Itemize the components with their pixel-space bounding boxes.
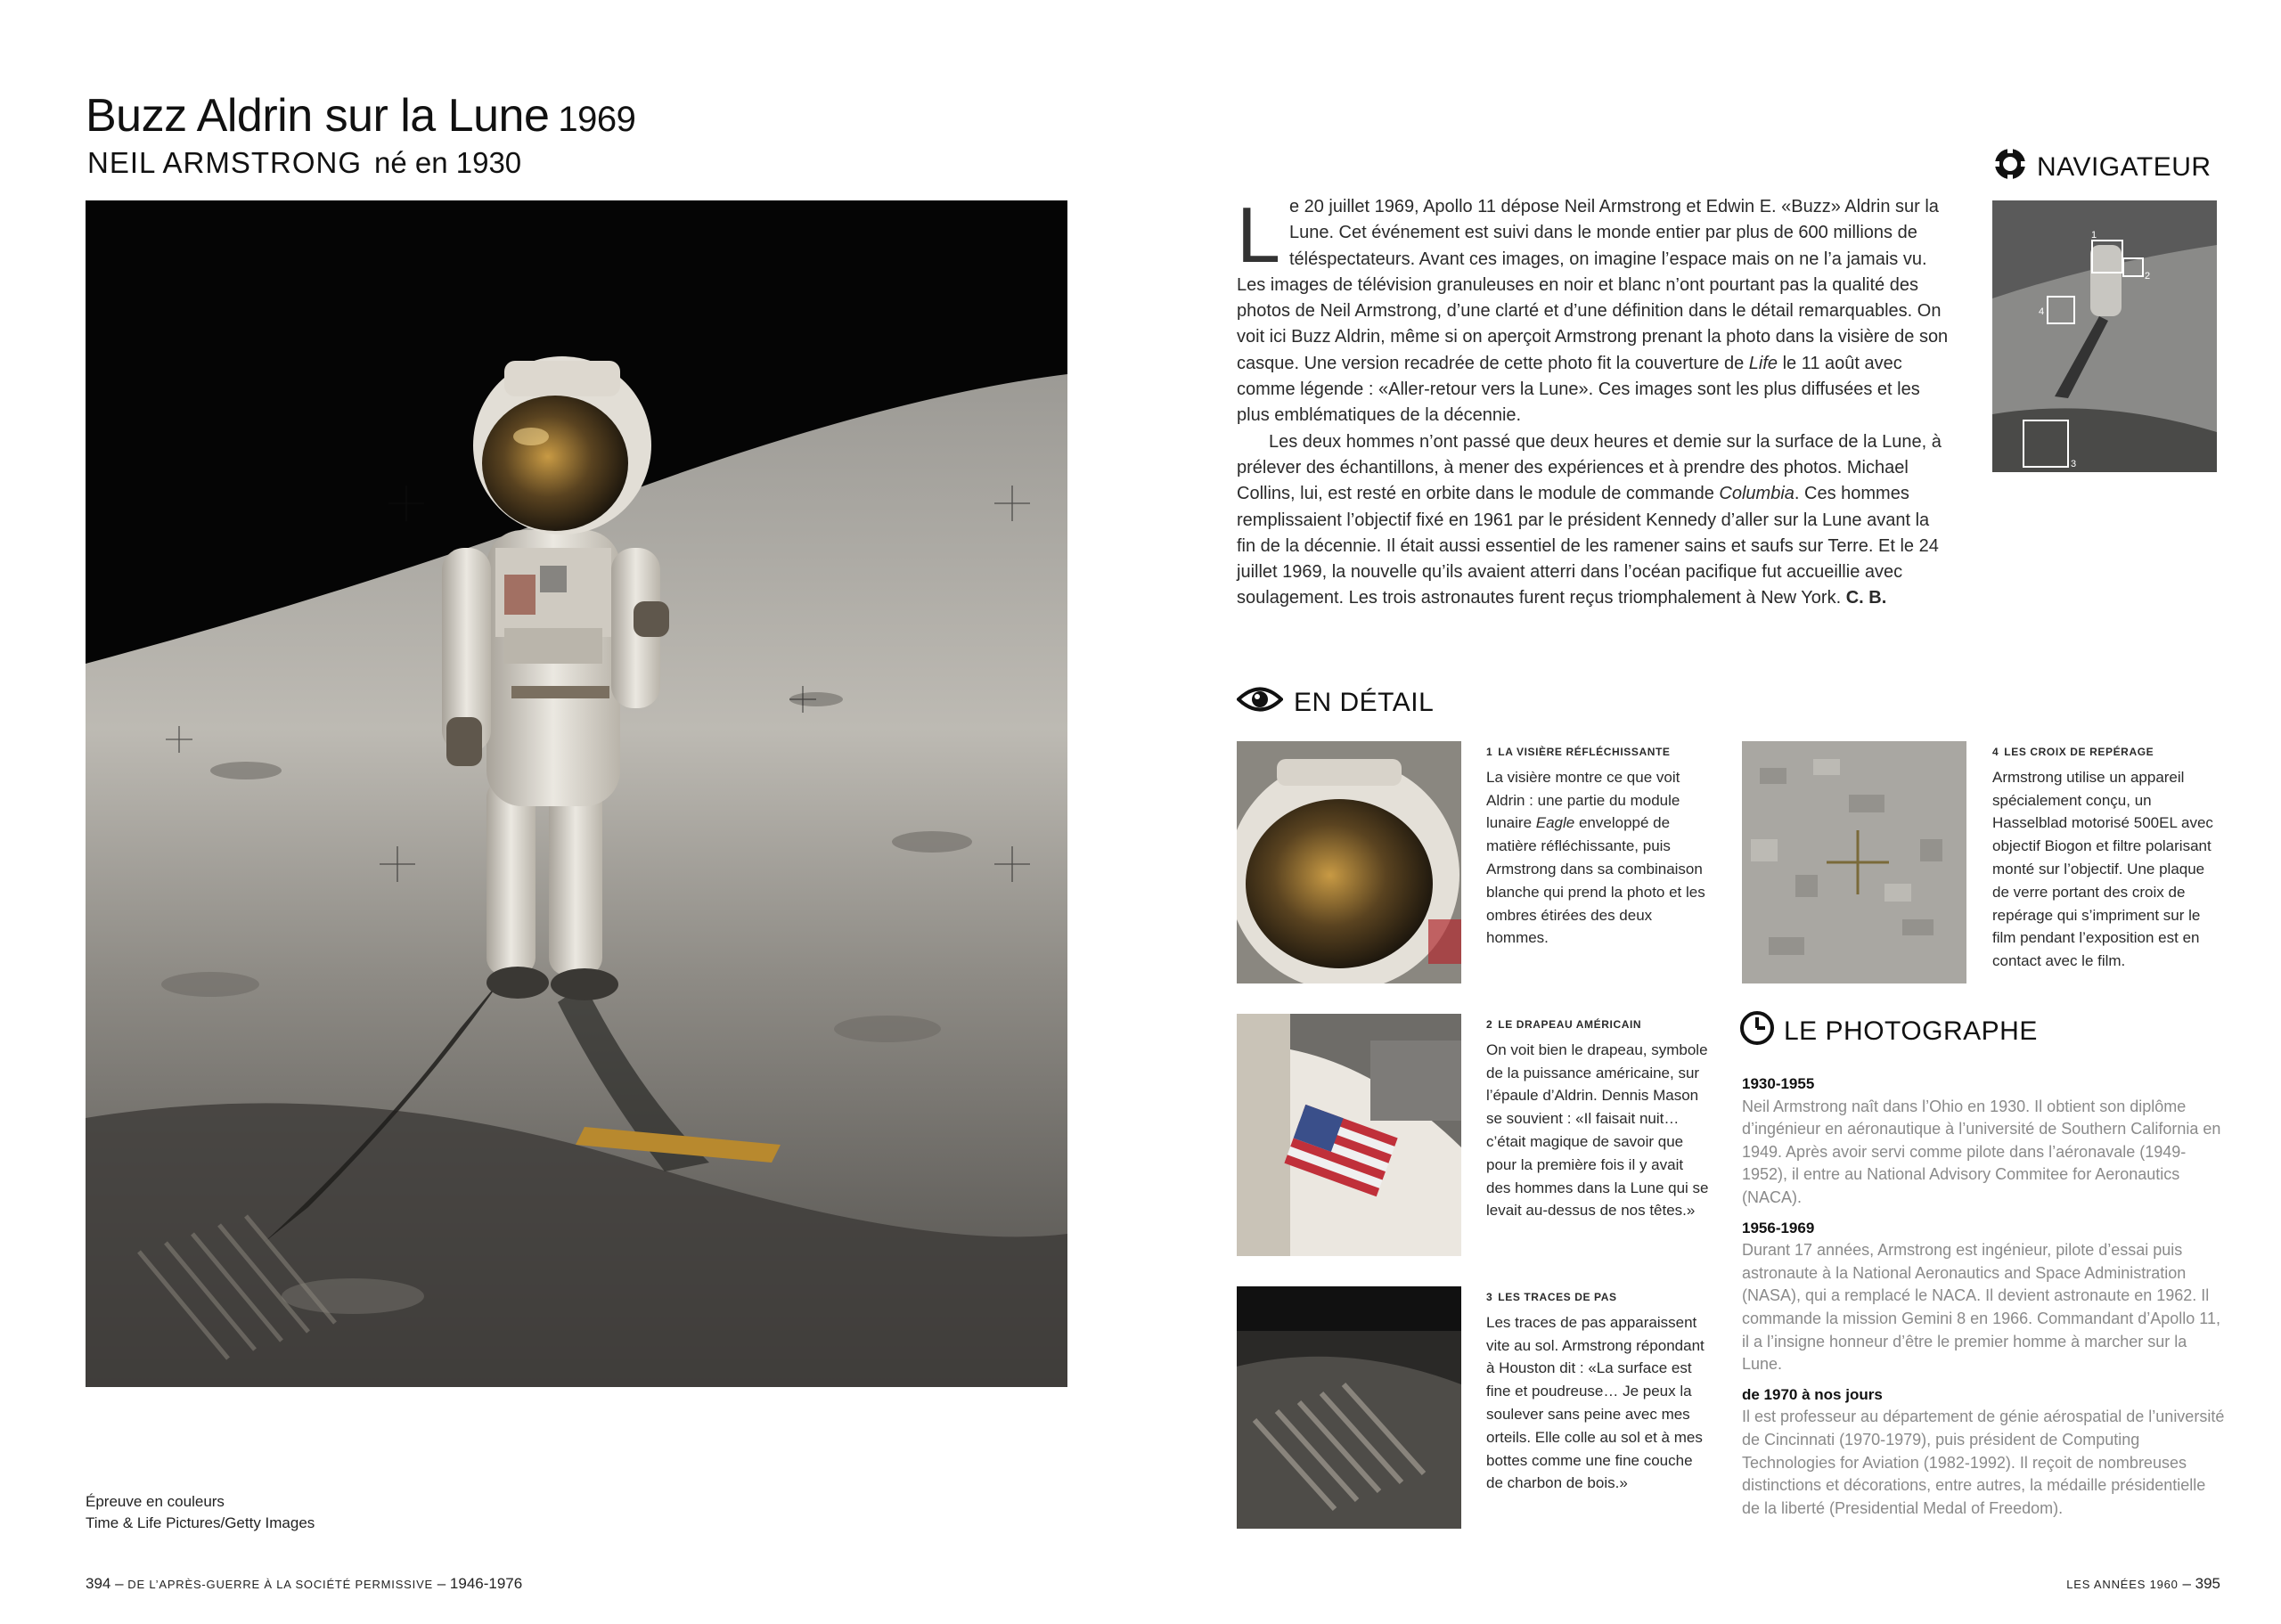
detail-3-text [1486,1286,1709,1495]
navigator-thumbnail [1992,200,2217,472]
detail-1-number: 1 [1486,746,1493,758]
bio-range-3: de 1970 à nos jours [1742,1385,1883,1403]
detail-1-body-italic: Eagle [1535,814,1575,832]
detail-1-image-visor [1237,741,1461,983]
detail-2-number: 2 [1486,1018,1493,1031]
detail-2-body: On voit bien le drapeau, symbole de la puissance américaine, sur l’épaule d’Aldrin. Dennis Mason se souvient : «Il faisait nuit… c’était magique de savoir que pour la première fois il y avait des hommes dans la Lune qui se levait au-dessus de nos têtes.» [1486,1041,1709,1220]
detail-2-title: LE DRAPEAU AMÉRICAIN [1498,1018,1642,1031]
bio-range-1: 1930-1955 [1742,1075,1815,1092]
main-article [1237,191,1950,612]
detail-4-number: 4 [1992,746,1999,758]
navigator-heading [1992,146,2212,189]
navigator-marker-3: 3 [2071,459,2077,469]
detail-4-body: Armstrong utilise un appareil spécialement conçu, un Hasselblad motorisé 500EL avec objectif Biogon et filtre polarisant monté sur l’objectif. Une plaque de verre portant des croix de repérage qui s’impriment sur le film pendant l’exposition est en contact avec le film. [1992,768,2213,970]
clock-icon [1739,1010,1775,1053]
detail-2-image-flag [1237,1014,1461,1256]
article-paragraph-2 [1237,429,1950,612]
navigator-marker-4: 4 [2039,306,2045,317]
detail-4-title: LES CROIX DE REPÉRAGE [2004,746,2154,758]
photographer-bio [1742,1073,2228,1520]
footer-left-page: 394 [86,1575,111,1592]
page-title [86,89,635,143]
detail-1-title: LA VISIÈRE RÉFLÉCHISSANTE [1498,746,1671,758]
footer-right-section: LES ANNÉES 1960 [2066,1578,2179,1591]
navigator-heading-text: NAVIGATEUR [2037,152,2212,182]
detail-2-label [1486,1014,1709,1037]
navigator-marker-1: 1 [2091,230,2097,241]
bio-text-2: Durant 17 années, Armstrong est ingénieur, pilote d’essai puis astronaute à la National Aeronautics and Space Administration (NASA), qui a remplacé le NACA. Il devient astronaute en 1962. Il commande la mission Gemini 8 en 1966. Commandant d’Apollo 11, il a l’insigne honneur d’être le premier homme à marcher sur la Lune. [1742,1241,2220,1374]
caption-line-2: Time & Life Pictures/Getty Images [86,1514,315,1531]
article-p1-b: le 11 août avec comme légende : «Aller-retour vers la Lune». Ces images sont les plus diffusées et les plus emblématiques de la décennie. [1237,353,1920,426]
navigator-marker-2: 2 [2145,271,2151,282]
detail-1-body-a: La visière montre ce que voit Aldrin : une partie du module lunaire [1486,768,1680,832]
detail-4-text [1992,741,2215,973]
main-photo-buzz-aldrin [86,200,1067,1387]
bio-text-3: Il est professeur au département de génie aérospatial de l’université de Cincinnati (1970-1979), puis président de Computing Technologies for Aviation (1982-1992). Il reçoit de nombreuses distinctions et décorations, entre autres, la médaille présidentielle de la liberté (Presidential Medal of Freedom). [1742,1408,2225,1517]
photographer-heading [1739,1010,2038,1053]
detail-1-body-b: enveloppé de matière réfléchissante, puis Armstrong dans sa combinaison blanche qui prend la photo et les ombres étirées des deux hommes. [1486,814,1705,947]
detail-4-image-crosshair [1742,741,1966,983]
footer-left-section: DE L’APRÈS-GUERRE À LA SOCIÉTÉ PERMISSIVE [127,1578,434,1591]
detail-4-label [1992,741,2215,764]
article-signature: C. B. [1845,588,1887,608]
detail-heading-text: EN DÉTAIL [1294,688,1435,717]
detail-3-image-footprints [1237,1286,1461,1529]
title-year: 1969 [558,100,636,139]
footer-right: LES ANNÉES 1960 – 395 [2066,1575,2220,1592]
article-p2-b: . Ces hommes remplissaient l’objectif fixé en 1961 par le président Kennedy d’aller sur la Lune avant la fin de la décennie. Il était aussi essentiel de les ramener sains et saufs sur Terre. Et le 24 juillet 1969, la nouvelle qu’ils avaient atterri dans l’océan pacifique fut accueillie avec soulagement. Les trois astronautes furent reçus triomphalement à New York. [1237,484,1939,608]
eye-icon [1237,686,1283,720]
bio-text-1: Neil Armstrong naît dans l’Ohio en 1930. Il obtient son diplôme d’ingénieur en aéronautique à l’université de Southern California en 1949. Après avoir servi comme pilote dans l’aéronavale (1949-1952), il entre au National Advisory Commitee for Aeronautics (NACA). [1742,1097,2221,1206]
article-p1-a: e 20 juillet 1969, Apollo 11 dépose Neil Armstrong et Edwin E. «Buzz» Aldrin sur la Lune. Cet événement est suivi dans le monde entier par plus de 600 millions de téléspectateurs. Avant ces images, on imagine l’espace mais on ne l’a jamais vu. Les images de télévision granuleuses en noir et blanc n’ont pourtant pas la qualité des photos de Neil Armstrong, d’une clarté et d’une définition dans le détail remarquables. On voit ici Buzz Aldrin, même si on aperçoit Armstrong prenant la photo dans la visière de son casque. Une version recadrée de cette photo fit la couverture de [1237,197,1949,373]
detail-3-number: 3 [1486,1291,1493,1303]
article-p2-a: Les deux hommes n’ont passé que deux heures et demie sur la surface de la Lune, à prélever des échantillons, à mener des expériences et à prendre des photos. Michael Collins, lui, est resté en orbite dans le module de commande [1237,431,1942,504]
footer-left-years: 1946-1976 [449,1575,523,1592]
article-p1-italic: Life [1748,353,1778,373]
photographer-born: né en 1930 [374,146,522,179]
photographer-name: NEIL ARMSTRONG [87,146,362,179]
bio-range-2: 1956-1969 [1742,1219,1815,1236]
article-p2-italic: Columbia [1719,484,1795,504]
detail-3-body: Les traces de pas apparaissent vite au sol. Armstrong répondant à Houston dit : «La surface est fine et poudreuse… Je peux la soulever sans peine avec mes orteils. Elle colle au sol et à mes bottes comme une fine couche de charbon de bois.» [1486,1313,1705,1492]
footer-left: 394 – DE L’APRÈS-GUERRE À LA SOCIÉTÉ PERMISSIVE – 1946-1976 [86,1575,523,1592]
detail-heading [1237,686,1434,720]
footer-right-page: 395 [2195,1575,2220,1592]
detail-2-text [1486,1014,1709,1222]
detail-3-label [1486,1286,1709,1310]
caption-line-1: Épreuve en couleurs [86,1493,225,1510]
detail-1-label [1486,741,1709,764]
detail-3-title: LES TRACES DE PAS [1498,1291,1617,1303]
detail-1-text [1486,741,1709,950]
dropcap: L [1237,191,1280,279]
title-text: Buzz Aldrin sur la Lune [86,90,550,142]
article-paragraph-1 [1237,191,1950,429]
photographer-heading-text: LE PHOTOGRAPHE [1784,1016,2038,1046]
photographer-line [87,146,521,180]
navigator-icon [1992,146,2028,189]
photo-caption [86,1491,315,1534]
